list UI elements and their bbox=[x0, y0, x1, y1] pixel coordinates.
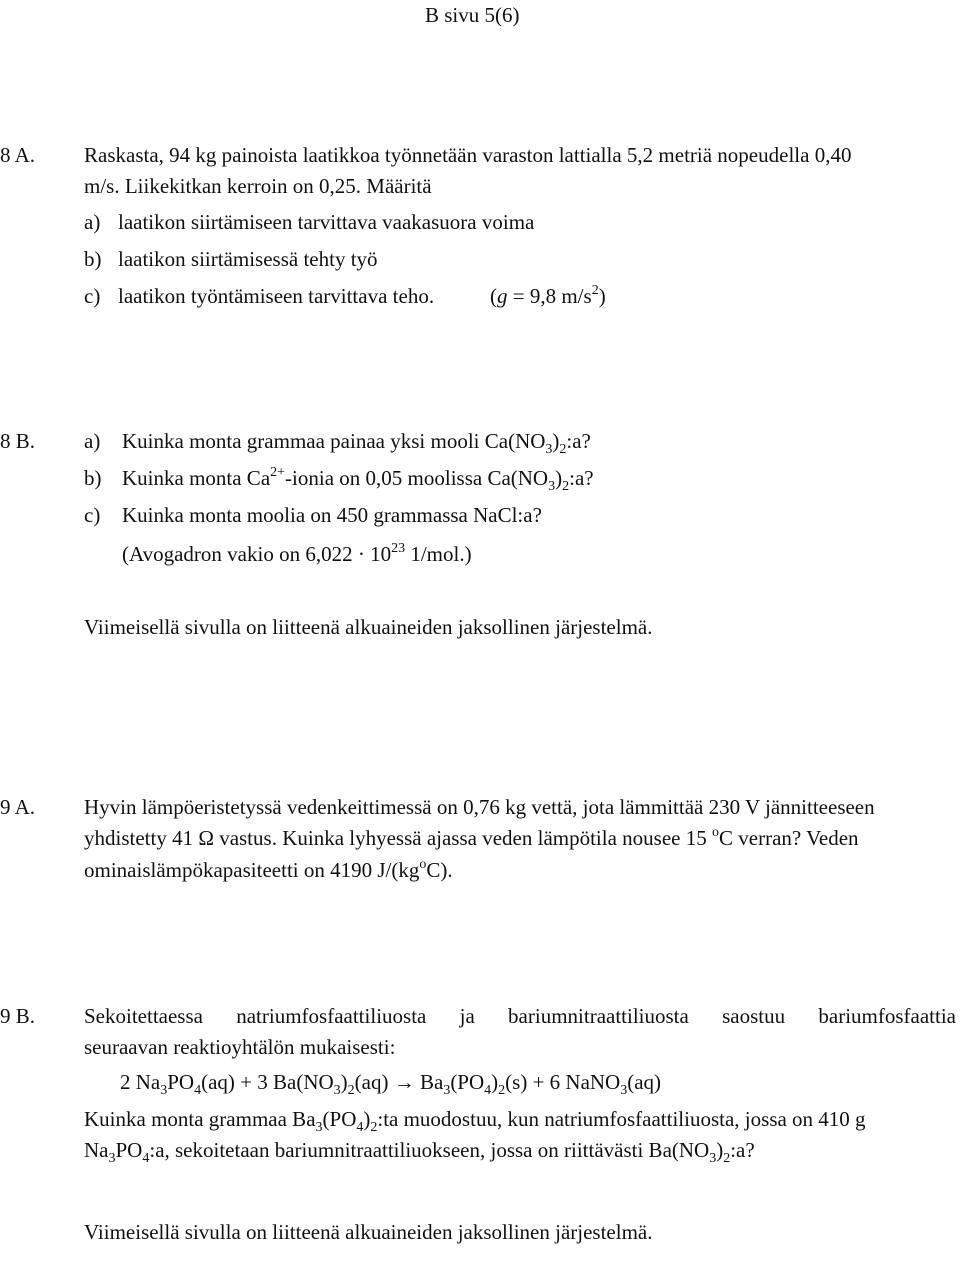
g-close: ) bbox=[598, 284, 606, 308]
q-part: Kuinka monta grammaa Ba bbox=[84, 1107, 316, 1131]
q9b-word: ja bbox=[459, 1004, 475, 1028]
eq-sub: 3 bbox=[620, 1083, 628, 1098]
q9a-line1: Hyvin lämpöeristetyssä vedenkeittimessä on 0,76 kg vettä, jota lämmittää 230 V jännitteeseen bbox=[84, 795, 875, 819]
eq-sub: 3 bbox=[160, 1083, 168, 1098]
eq-part: (aq) bbox=[354, 1070, 394, 1094]
q-sub: 3 bbox=[709, 1151, 717, 1166]
q8a-a-label: a) bbox=[84, 210, 101, 234]
eq-part: (aq) bbox=[627, 1070, 662, 1094]
q-part: :a? bbox=[730, 1138, 755, 1162]
q9b-note: Viimeisellä sivulla on liitteenä alkuaineiden jaksollinen järjestelmä. bbox=[84, 1220, 653, 1244]
q8a-line2: m/s. Liikekitkan kerroin on 0,25. Määritä bbox=[84, 174, 432, 198]
ion-charge: 2+ bbox=[270, 465, 286, 480]
q-sub: 2 bbox=[723, 1151, 731, 1166]
q-part: Na bbox=[84, 1138, 109, 1162]
g-eq: = 9,8 m/s bbox=[507, 284, 592, 308]
g-variable: g bbox=[497, 284, 508, 308]
q9b-word: natriumfosfaattiliuosta bbox=[236, 1004, 427, 1028]
g-open: ( bbox=[490, 284, 497, 308]
q8b-b-label: b) bbox=[84, 466, 102, 490]
q8b-c-label: c) bbox=[84, 503, 101, 527]
q8a-c-text: laatikon työntämiseen tarvittava teho. bbox=[118, 284, 435, 308]
q8a-a-text: laatikon siirtämiseen tarvittava vaakasuora voima bbox=[118, 210, 535, 234]
q8a-line1: Raskasta, 94 kg painoista laatikkoa työnnetään varaston lattialla 5,2 metriä nopeudella 0,40 bbox=[84, 143, 852, 167]
eq-part: (aq) + 3 Ba(NO bbox=[201, 1070, 334, 1094]
q9a-line2-post: C verran? Veden bbox=[719, 826, 859, 850]
q9b-line2: seuraavan reaktioyhtälön mukaisesti: bbox=[84, 1035, 396, 1059]
q-sub: 3 bbox=[108, 1151, 116, 1166]
q8b-b-mid: -ionia on 0,05 moolissa Ca(NO bbox=[285, 466, 549, 490]
q8b-b-text: Kuinka monta Ca bbox=[122, 466, 271, 490]
q9a-line3-post: C). bbox=[426, 858, 453, 882]
q8a-c-label: c) bbox=[84, 284, 101, 308]
q8b-a bbox=[122, 429, 591, 457]
q-part: :ta muodostuu, kun natriumfosfaattiliuosta, jossa on 410 g bbox=[377, 1107, 866, 1131]
q8b-a-text: Kuinka monta grammaa painaa yksi mooli Ca(NO bbox=[122, 429, 546, 453]
q9b-question-line1 bbox=[84, 1107, 866, 1135]
q9b-number: 9 B. bbox=[0, 1004, 36, 1028]
q-sub: 4 bbox=[356, 1120, 364, 1135]
q-sub: 2 bbox=[370, 1120, 378, 1135]
q8a-b-text: laatikon siirtämisessä tehty työ bbox=[118, 247, 378, 271]
eq-part: Ba bbox=[414, 1070, 444, 1094]
q8b-b-end: :a? bbox=[569, 466, 594, 490]
reaction-equation bbox=[120, 1070, 662, 1098]
q8a-g-constant bbox=[490, 284, 606, 308]
eq-sub: 2 bbox=[347, 1083, 355, 1098]
q-sub: 3 bbox=[315, 1120, 323, 1135]
eq-sub: 2 bbox=[498, 1083, 506, 1098]
q8b-note: Viimeisellä sivulla on liitteenä alkuaineiden jaksollinen järjestelmä. bbox=[84, 615, 653, 639]
q-part: ) bbox=[716, 1138, 724, 1162]
eq-part: PO bbox=[167, 1070, 195, 1094]
degree-mark: o bbox=[419, 857, 427, 872]
eq-part: ) bbox=[491, 1070, 499, 1094]
q8b-avogadro bbox=[122, 542, 472, 566]
avogadro-exponent: 23 bbox=[391, 541, 406, 556]
q9a-line3 bbox=[84, 858, 453, 882]
q9b-word: saostuu bbox=[722, 1004, 786, 1028]
q9a-line2-pre: yhdistetty 41 Ω vastus. Kuinka lyhyessä ajassa veden lämpötila nousee 15 bbox=[84, 826, 712, 850]
q9a-number: 9 A. bbox=[0, 795, 36, 819]
q8a-number: 8 A. bbox=[0, 143, 36, 167]
g-exponent: 2 bbox=[591, 283, 599, 298]
q-part: (PO bbox=[322, 1107, 357, 1131]
eq-sub: 3 bbox=[333, 1083, 341, 1098]
q8b-a-end: :a? bbox=[566, 429, 591, 453]
q8b-b bbox=[122, 465, 594, 494]
eq-part: ) bbox=[340, 1070, 348, 1094]
avogadro-pre: (Avogadron vakio on 6,022 · 10 bbox=[122, 542, 392, 566]
degree-mark: o bbox=[712, 825, 719, 840]
q8b-c-text: Kuinka monta moolia on 450 grammassa NaCl:a? bbox=[122, 503, 542, 527]
sub-2: 2 bbox=[559, 442, 567, 457]
q9b-word: bariumfosfaattia bbox=[818, 1004, 956, 1028]
sub-3: 3 bbox=[548, 479, 556, 494]
q-part: PO bbox=[115, 1138, 143, 1162]
q9b-word: bariumnitraattiliuosta bbox=[508, 1004, 689, 1028]
q8a-b-label: b) bbox=[84, 247, 102, 271]
q9b-line1 bbox=[84, 1004, 956, 1028]
eq-sub: 4 bbox=[194, 1083, 202, 1098]
reaction-arrow-icon: → bbox=[393, 1070, 415, 1094]
eq-sub: 3 bbox=[443, 1083, 451, 1098]
sub-2: 2 bbox=[562, 479, 570, 494]
q9b-word: Sekoitettaessa bbox=[84, 1004, 203, 1028]
q9b-question-line2 bbox=[84, 1138, 755, 1166]
eq-part: (s) + 6 NaNO bbox=[505, 1070, 621, 1094]
avogadro-post: 1/mol.) bbox=[405, 542, 472, 566]
eq-part: 2 Na bbox=[120, 1070, 161, 1094]
sub-3: 3 bbox=[545, 442, 553, 457]
eq-sub: 4 bbox=[484, 1083, 492, 1098]
page-label: B sivu 5(6) bbox=[425, 3, 520, 27]
q8b-a-label: a) bbox=[84, 429, 101, 453]
paren: ) bbox=[555, 466, 563, 490]
q8b-number: 8 B. bbox=[0, 429, 36, 453]
q-part: ) bbox=[363, 1107, 371, 1131]
paren: ) bbox=[552, 429, 560, 453]
eq-part: (PO bbox=[450, 1070, 485, 1094]
q-sub: 4 bbox=[142, 1151, 150, 1166]
q9a-line3-pre: ominaislämpökapasiteetti on 4190 J/(kg bbox=[84, 858, 420, 882]
q9a-line2 bbox=[84, 826, 859, 850]
q-part: :a, sekoitetaan bariumnitraattiliuokseen, jossa on riittävästi Ba(NO bbox=[149, 1138, 710, 1162]
